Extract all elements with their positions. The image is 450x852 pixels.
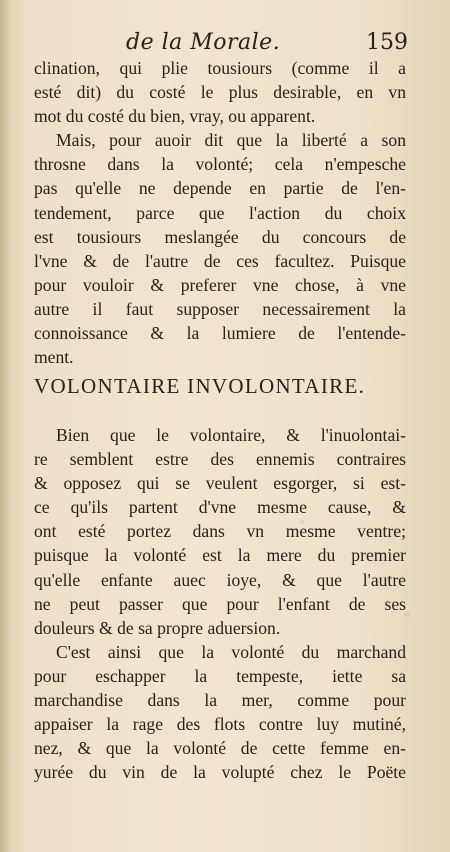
text-line: ont esté portez dans vn mesme ventre; — [34, 521, 406, 542]
text-line: re semblent estre des ennemis contraires — [34, 449, 406, 470]
text-line: marchandise dans la mer, comme pour — [34, 690, 406, 711]
text-line: yurée du vin de la volupté chez le Poëte — [34, 762, 406, 783]
text-line: pour vouloir & preferer vne chose, à vne — [34, 274, 406, 295]
text-line: & opposez qui se veulent esgorger, si est- — [34, 473, 406, 494]
page-header — [126, 30, 408, 56]
text-line: pas qu'elle ne depende en partie de l'en- — [34, 178, 406, 199]
text-line: ce qu'ils partent d'vne mesme cause, & — [34, 497, 406, 518]
text-line: l'vne & de l'autre de ces facultez. Puisque — [34, 250, 406, 271]
text-line: pour eschapper la tempeste, iette sa — [34, 665, 406, 686]
text-line: est tousiours meslangée du concours de — [34, 226, 406, 247]
text-line: clination, qui plie tousiours (comme il a — [34, 58, 406, 78]
text-line: appaiser la rage des flots contre luy mutiné, — [34, 714, 406, 735]
text-line: qu'elle enfante auec ioye, & que l'autre — [34, 569, 406, 590]
page-number: 159 — [366, 30, 408, 55]
text-line: autre il faut supposer necessairement la — [34, 298, 406, 319]
text-line: Bien que le volontaire, & l'inuolontai- — [56, 425, 406, 445]
text-line: C'est ainsi que la volonté du marchand — [56, 641, 406, 662]
text-line: tendement, parce que l'action du choix — [34, 202, 406, 223]
text-line: ment. — [34, 347, 74, 368]
text-line: esté dit) du costé le plus desirable, en vn — [34, 82, 406, 103]
running-head: de la Morale. — [126, 30, 281, 55]
text-line: mot du costé du bien, vray, ou apparent. — [34, 106, 316, 127]
text-line: nez, & que la volonté de cette femme en- — [34, 738, 406, 759]
text-line: douleurs & de sa propre aduersion. — [34, 617, 281, 638]
text-line: Mais, pour auoir dit que la liberté a son — [56, 130, 406, 151]
body-text-bottom — [34, 423, 406, 784]
text-line: connoissance & la lumiere de l'entende- — [34, 323, 406, 344]
text-line: throsne dans la volonté; cela n'empesche — [34, 154, 406, 175]
body-text-top — [34, 56, 406, 369]
section-heading: VOLONTAIRE INVOLONTAIRE. — [34, 374, 366, 398]
text-line: ne peut passer que pour l'enfant de ses — [34, 593, 406, 614]
text-line: puisque la volonté est la mere du premier — [34, 545, 406, 566]
